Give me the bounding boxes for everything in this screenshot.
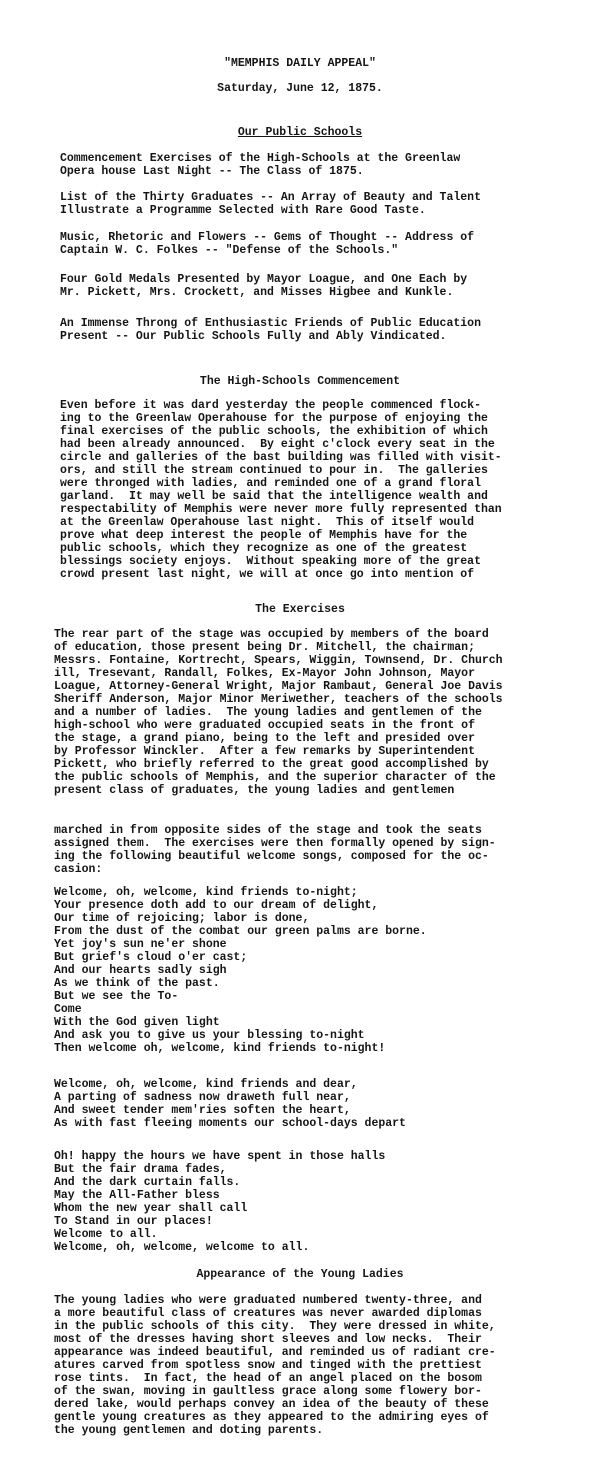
subhead-line: Mr. Pickett, Mrs. Crockett, and Misses Higbee and Kunkle. bbox=[60, 286, 454, 299]
subhead-line: Captain W. C. Folkes -- "Defense of the Schools." bbox=[60, 244, 399, 257]
text-line: in the public schools of this city. They were dressed in white, bbox=[54, 1320, 496, 1333]
text-line: Loague, Attorney-General Wright, Major Rambaut, General Joe Davis bbox=[54, 680, 503, 693]
text-line: ill, Tresevant, Randall, Folkes, Ex-Mayor John Johnson, Mayor bbox=[54, 667, 475, 680]
text-line: the public schools of Memphis, and the superior character of the bbox=[54, 771, 496, 784]
text-line: ing the following beautiful welcome songs, composed for the oc- bbox=[54, 850, 489, 863]
section-heading-exercises: The Exercises bbox=[255, 603, 345, 616]
verse-line: As with fast fleeing moments our school-days depart bbox=[54, 1117, 406, 1130]
text-line: The young ladies who were graduated numbered twenty-three, and bbox=[54, 1294, 482, 1307]
section-heading-young-ladies: Appearance of the Young Ladies bbox=[196, 1268, 404, 1281]
text-line: assigned them. The exercises were then formally opened by sign- bbox=[54, 837, 496, 850]
verse-line: But grief's cloud o'er cast; bbox=[54, 951, 248, 964]
verse-line: But the fair drama fades, bbox=[54, 1163, 227, 1176]
verse-line: And the dark curtain falls. bbox=[54, 1176, 241, 1189]
publication-date: Saturday, June 12, 1875. bbox=[217, 82, 383, 95]
verse-line: Your presence doth add to our dream of delight, bbox=[54, 899, 379, 912]
text-line: appearance was indeed beautiful, and reminded us of radiant cre- bbox=[54, 1346, 496, 1359]
welcome-song-verse-1 bbox=[54, 886, 600, 1055]
subhead-line: Four Gold Medals Presented by Mayor Loague, and One Each by bbox=[60, 273, 468, 286]
subhead-1 bbox=[60, 152, 600, 178]
paragraph-commencement bbox=[60, 399, 600, 581]
text-line: Messrs. Fontaine, Kortrecht, Spears, Wiggin, Townsend, Dr. Church bbox=[54, 654, 503, 667]
text-line: garland. It may well be said that the intelligence wealth and bbox=[60, 490, 488, 503]
verse-line: Welcome, oh, welcome, welcome to all. bbox=[54, 1241, 310, 1254]
text-line: Sheriff Anderson, Major Minor Meriwether, teachers of the schools bbox=[54, 693, 503, 706]
verse-line: Welcome, oh, welcome, kind friends to-night; bbox=[54, 886, 358, 899]
text-line: The rear part of the stage was occupied by members of the board bbox=[54, 628, 489, 641]
verse-line: But we see the To- bbox=[54, 990, 179, 1003]
text-line: public schools, which they recognize as one of the greatest bbox=[60, 542, 468, 555]
subhead-5 bbox=[60, 317, 600, 343]
subhead-line: Music, Rhetoric and Flowers -- Gems of Thought -- Address of bbox=[60, 231, 475, 244]
text-line: marched in from opposite sides of the stage and took the seats bbox=[54, 824, 482, 837]
text-line: rose tints. In fact, the head of an angel placed on the bosom bbox=[54, 1372, 482, 1385]
subhead-4 bbox=[60, 273, 600, 299]
text-line: high-school who were graduated occupied seats in the front of bbox=[54, 719, 475, 732]
verse-line: With the God given light bbox=[54, 1016, 220, 1029]
article-title: Our Public Schools bbox=[237, 126, 363, 139]
subhead-3 bbox=[60, 231, 600, 257]
verse-line: Yet joy's sun ne'er shone bbox=[54, 938, 227, 951]
welcome-song-verse-3 bbox=[54, 1150, 600, 1254]
verse-line: Our time of rejoicing; labor is done, bbox=[54, 912, 310, 925]
text-line: Even before it was dard yesterday the people commenced flock- bbox=[60, 399, 481, 412]
text-line: Pickett, who briefly referred to the great good accomplished by bbox=[54, 758, 489, 771]
text-line: of the swan, moving in gaultless grace along some flowery bor- bbox=[54, 1385, 482, 1398]
verse-line: To Stand in our places! bbox=[54, 1215, 213, 1228]
text-line: most of the dresses having short sleeves and low necks. Their bbox=[54, 1333, 482, 1346]
subhead-line: Illustrate a Programme Selected with Rare Good Taste. bbox=[60, 204, 426, 217]
text-line: and a number of ladies. The young ladies and gentlemen of the bbox=[54, 706, 482, 719]
verse-line: From the dust of the combat our green palms are borne. bbox=[54, 925, 427, 938]
text-line: at the Greenlaw Operahouse last night. This of itself would bbox=[60, 516, 475, 529]
text-line: final exercises of the public schools, the exhibition of which bbox=[60, 425, 488, 438]
text-line: dered lake, would perhaps convey an idea of the beauty of these bbox=[54, 1398, 489, 1411]
paragraph-exercises bbox=[54, 628, 600, 797]
text-line: ors, and still the stream continued to pour in. The galleries bbox=[60, 464, 488, 477]
subhead-2 bbox=[60, 191, 600, 217]
welcome-song-verse-2 bbox=[54, 1078, 600, 1130]
text-line: circle and galleries of the bast building was filled with visit- bbox=[60, 451, 502, 464]
text-line: blessings society enjoys. Without speaking more of the great bbox=[60, 555, 481, 568]
text-line: respectability of Memphis were never more fully represented than bbox=[60, 503, 502, 516]
paragraph-young-ladies bbox=[54, 1294, 600, 1437]
verse-line: And our hearts sadly sigh bbox=[54, 964, 227, 977]
verse-line: Then welcome oh, welcome, kind friends to-night! bbox=[54, 1042, 386, 1055]
text-line: prove what deep interest the people of Memphis have for the bbox=[60, 529, 468, 542]
verse-line: Welcome to all. bbox=[54, 1228, 158, 1241]
subhead-line: Opera house Last Night -- The Class of 1875. bbox=[60, 165, 364, 178]
verse-line: Whom the new year shall call bbox=[54, 1202, 248, 1215]
subhead-line: An Immense Throng of Enthusiastic Friends of Public Education bbox=[60, 317, 481, 330]
verse-line: Welcome, oh, welcome, kind friends and dear, bbox=[54, 1078, 358, 1091]
text-line: ing to the Greenlaw Operahouse for the purpose of enjoying the bbox=[60, 412, 488, 425]
subhead-line: Commencement Exercises of the High-Schools at the Greenlaw bbox=[60, 152, 461, 165]
verse-line: And sweet tender mem'ries soften the heart, bbox=[54, 1104, 351, 1117]
paragraph-exercises-cont bbox=[54, 824, 600, 876]
verse-line: And ask you to give us your blessing to-night bbox=[54, 1029, 365, 1042]
subhead-line: Present -- Our Public Schools Fully and Ably Vindicated. bbox=[60, 330, 447, 343]
text-line: atures carved from spotless snow and tinged with the prettiest bbox=[54, 1359, 482, 1372]
text-line: the stage, a grand piano, being to the left and presided over bbox=[54, 732, 475, 745]
section-heading-commencement: The High-Schools Commencement bbox=[199, 375, 401, 388]
text-line: crowd present last night, we will at once go into mention of bbox=[60, 568, 475, 581]
verse-line: May the All-Father bless bbox=[54, 1189, 220, 1202]
text-line: a more beautiful class of creatures was never awarded diplomas bbox=[54, 1307, 482, 1320]
subhead-line: List of the Thirty Graduates -- An Array of Beauty and Talent bbox=[60, 191, 481, 204]
verse-line: Oh! happy the hours we have spent in those halls bbox=[54, 1150, 386, 1163]
text-line: of education, those present being Dr. Mitchell, the chairman; bbox=[54, 641, 475, 654]
text-line: had been already announced. By eight c'clock every seat in the bbox=[60, 438, 495, 451]
verse-line: As we think of the past. bbox=[54, 977, 220, 990]
verse-line: Come bbox=[54, 1003, 82, 1016]
verse-line: A parting of sadness now draweth full near, bbox=[54, 1091, 351, 1104]
text-line: present class of graduates, the young ladies and gentlemen bbox=[54, 784, 455, 797]
text-line: casion: bbox=[54, 863, 103, 876]
text-line: the young gentlemen and doting parents. bbox=[54, 1424, 324, 1437]
text-line: by Professor Winckler. After a few remarks by Superintendent bbox=[54, 745, 475, 758]
text-line: were thronged with ladies, and reminded one of a grand floral bbox=[60, 477, 481, 490]
newspaper-name: "MEMPHIS DAILY APPEAL" bbox=[224, 57, 376, 70]
text-line: gentle young creatures as they appeared to the admiring eyes of bbox=[54, 1411, 489, 1424]
